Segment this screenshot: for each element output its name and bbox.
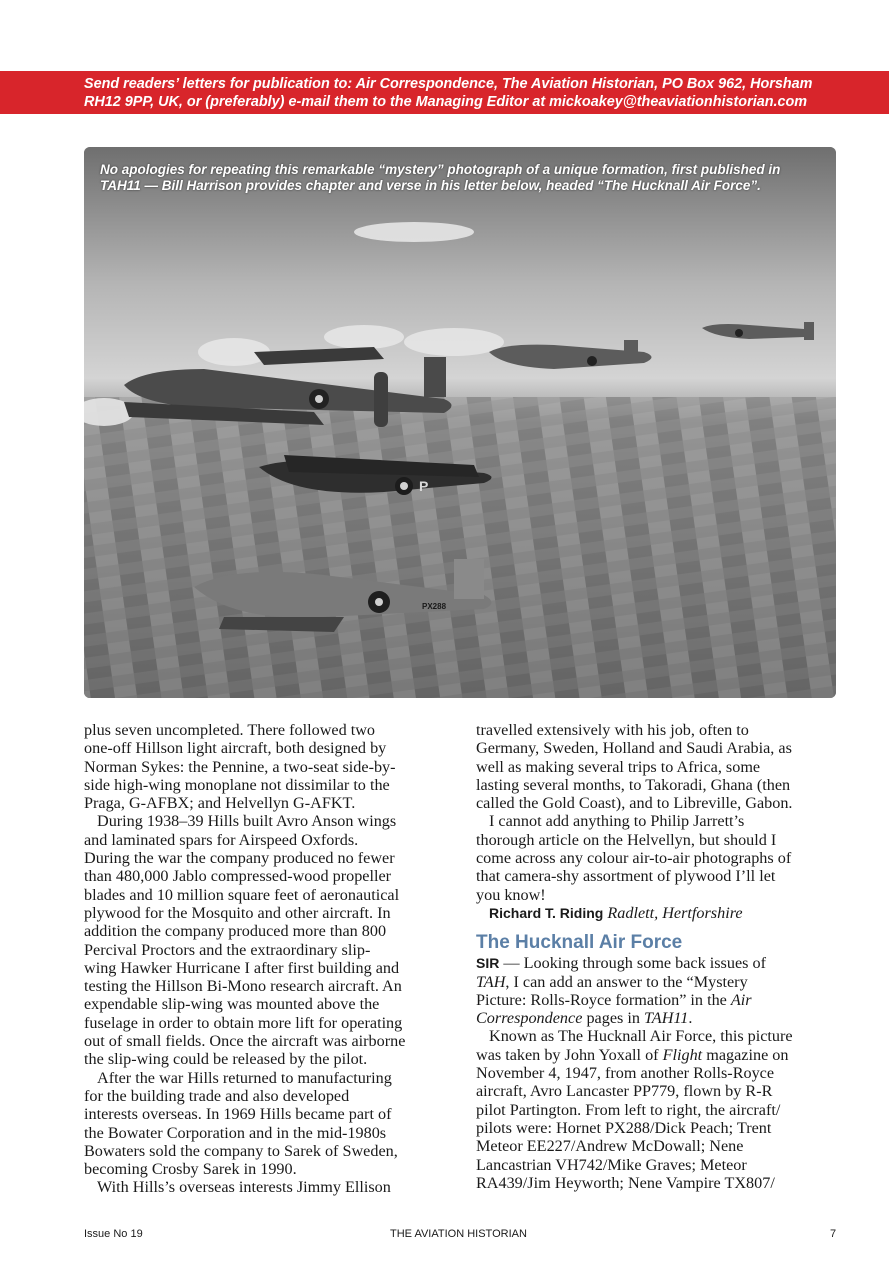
- body-line: Known as The Hucknall Air Force, this picture: [489, 1027, 793, 1046]
- body-line: the slip-wing could be released by the pilot.: [84, 1050, 368, 1069]
- caption-line-2: TAH11 — Bill Harrison provides chapter and verse in his letter below, headed “The Hucknall Air Force”.: [100, 178, 761, 193]
- body-line: Lancastrian VH742/Mike Graves; Meteor: [476, 1155, 747, 1174]
- letter-signature: [476, 904, 846, 922]
- banner-line-1: Send readers’ letters for publication to: Air Correspondence, The Aviation Historian, PO Box 962, Horsham: [84, 76, 813, 92]
- banner-line-2: RH12 9PP, UK, or (preferably) e-mail them to the Managing Editor at mickoakey@theaviationhistorian.com: [84, 94, 808, 110]
- text-span: Picture: Rolls-Royce formation” in the: [476, 990, 731, 1009]
- body-line: After the war Hills returned to manufacturing: [97, 1068, 392, 1087]
- footer-title: THE AVIATION HISTORIAN: [390, 1228, 527, 1240]
- signature-place: Radlett, Hertforshire: [607, 903, 743, 922]
- body-line: side high-wing monoplane not dissimilar to the: [84, 775, 390, 794]
- body-line: wing Hawker Hurricane I after first building and: [84, 958, 400, 977]
- body-line: November 4, 1947, from another Rolls-Royce: [476, 1064, 775, 1083]
- body-line: the Bowater Corporation and in the mid-1980s: [84, 1123, 387, 1142]
- body-line: called the Gold Coast), and to Libreville, Gabon.: [476, 794, 793, 813]
- italic-span: Flight: [662, 1045, 703, 1064]
- formation-photo: [84, 147, 836, 698]
- body-line: [476, 991, 846, 1009]
- body-line: testing the Hillson Bi-Mono research aircraft. An: [84, 977, 402, 996]
- text-span: magazine on: [702, 1045, 789, 1064]
- body-line: out of small fields. Once the aircraft was airborne: [84, 1032, 406, 1051]
- footer-issue: Issue No 19: [84, 1228, 143, 1240]
- body-line: interests overseas. In 1969 Hills became part of: [84, 1105, 392, 1124]
- body-line: you know!: [476, 885, 546, 904]
- left-column: [84, 721, 454, 1197]
- body-line: pilots were: Hornet PX288/Dick Peach; Trent: [476, 1118, 772, 1137]
- body-line: plywood for the Mosquito and other aircraft. In: [84, 903, 391, 922]
- caption-line-1: No apologies for repeating this remarkable “mystery” photograph of a unique formation, first published in: [100, 162, 781, 177]
- photo-caption: [100, 162, 830, 194]
- letter-heading: The Hucknall Air Force: [476, 932, 683, 954]
- body-line: travelled extensively with his job, often to: [476, 721, 749, 739]
- text-span: was taken by John Yoxall of: [476, 1045, 663, 1064]
- body-line: [476, 1046, 846, 1064]
- formation-photo-illustration: [84, 147, 836, 698]
- body-line: Germany, Sweden, Holland and Saudi Arabia, as: [476, 739, 792, 758]
- body-line: [476, 973, 846, 991]
- lancastrian-code-letter: P: [419, 478, 429, 494]
- footer-page-number: 7: [830, 1228, 837, 1240]
- sir-salutation: SIR: [476, 955, 500, 972]
- text-span: — Looking through some back issues of: [499, 954, 766, 973]
- text-span: pages in: [582, 1009, 644, 1028]
- body-line: RA439/Jim Heyworth; Nene Vampire TX807/: [476, 1173, 775, 1192]
- body-line: lasting several months, to Takoradi, Ghana (then: [476, 775, 791, 794]
- body-line: Percival Proctors and the extraordinary slip-: [84, 940, 371, 959]
- body-line: pilot Partington. From left to right, the aircraft/: [476, 1100, 781, 1119]
- text-span: .: [688, 1009, 693, 1028]
- body-line: [476, 954, 846, 972]
- body-line: Praga, G-AFBX; and Helvellyn G-AFKT.: [84, 794, 356, 813]
- body-line: I cannot add anything to Philip Jarrett’s: [489, 812, 745, 831]
- body-line: thorough article on the Helvellyn, but should I: [476, 830, 777, 849]
- body-line: plus seven uncompleted. There followed two: [84, 721, 376, 739]
- body-line: than 480,000 Jablo compressed-wood propeller: [84, 867, 392, 886]
- submission-banner: [0, 71, 889, 114]
- body-line: and laminated spars for Airspeed Oxfords.: [84, 830, 359, 849]
- italic-span: Air: [730, 990, 752, 1009]
- right-column: [476, 721, 846, 1192]
- body-line: With Hills’s overseas interests Jimmy Ellison: [97, 1178, 391, 1197]
- body-line: that camera-shy assortment of plywood I’ll let: [476, 867, 776, 886]
- tah-reference: TAH: [476, 972, 506, 991]
- body-line: aircraft, Avro Lancaster PP779, flown by R-R: [476, 1082, 773, 1101]
- text-span: , I can add an answer to the “Mystery: [505, 972, 748, 991]
- body-line: for the building trade and also developed: [84, 1086, 350, 1105]
- body-line: one-off Hillson light aircraft, both designed by: [84, 739, 387, 758]
- body-line: addition the company produced more than 800: [84, 922, 387, 941]
- signature-name: Richard T. Riding: [489, 904, 604, 921]
- body-line: [476, 1009, 846, 1027]
- body-line: Meteor EE227/Andrew McDowall; Nene: [476, 1137, 744, 1156]
- italic-span: Correspondence: [476, 1009, 583, 1028]
- hornet-serial-marking: PX288: [422, 602, 447, 611]
- body-line: fuselage in order to obtain more lift for operating: [84, 1013, 403, 1032]
- body-line: Norman Sykes: the Pennine, a two-seat side-by-: [84, 757, 396, 776]
- body-line: blades and 10 million square feet of aeronautical: [84, 885, 400, 904]
- body-line: becoming Crosby Sarek in 1990.: [84, 1160, 297, 1179]
- body-line: During 1938–39 Hills built Avro Anson wings: [97, 812, 397, 831]
- body-line: Bowaters sold the company to Sarek of Sweden,: [84, 1141, 398, 1160]
- body-line: well as making several trips to Africa, some: [476, 757, 761, 776]
- body-line: During the war the company produced no fewer: [84, 849, 395, 868]
- body-line: come across any colour air-to-air photographs of: [476, 849, 792, 868]
- italic-span: TAH11: [644, 1009, 689, 1028]
- body-line: expendable slip-wing was mounted above the: [84, 995, 380, 1014]
